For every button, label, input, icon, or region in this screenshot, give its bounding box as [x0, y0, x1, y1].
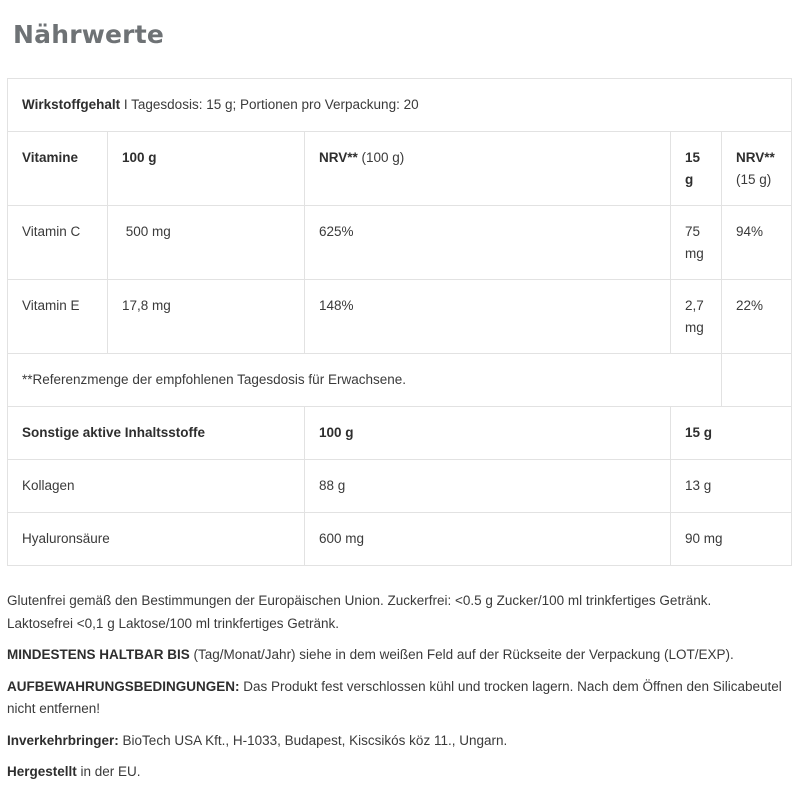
header-100g: 100 g — [108, 132, 305, 206]
ingredient-per15: 90 mg — [671, 513, 792, 566]
vitamin-per100: 500 mg — [108, 206, 305, 280]
vitamin-per15: 75 mg — [671, 206, 722, 280]
ingredient-name: Kollagen — [8, 460, 305, 513]
ingredient-name: Hyaluronsäure — [8, 513, 305, 566]
header-15g: 15 g — [671, 132, 722, 206]
header-nrv-15g: NRV** (15 g) — [722, 132, 792, 206]
header-15g: 15 g — [671, 407, 792, 460]
nutrition-table — [7, 78, 792, 566]
origin-note: Hergestellt in der EU. — [7, 764, 141, 779]
vitamin-nrv100: 148% — [305, 280, 671, 354]
vitamin-nrv100: 625% — [305, 206, 671, 280]
storage-note: AUFBEWAHRUNGSBEDINGUNGEN: Das Produkt fest verschlossen kühl und trocken lagern. Nach dem Öffnen den Silicabeutel nicht entfernen! — [7, 678, 782, 716]
table-row — [8, 513, 792, 566]
intake-cell — [8, 79, 792, 132]
ingredient-per100: 600 mg — [305, 513, 671, 566]
intake-text: I Tagesdosis: 15 g; Portionen pro Verpackung: 20 — [120, 97, 419, 112]
header-vitamine: Vitamine — [8, 132, 108, 206]
footnote: **Referenzmenge der empfohlenen Tagesdosis für Erwachsene. — [8, 354, 722, 407]
allergen-note: Glutenfrei gemäß den Bestimmungen der Europäischen Union. Zuckerfrei: <0.5 g Zucker/100 ml trinkfertiges Getränk. Laktosefrei <0,1 g Laktose/100 ml trinkfertiges Getränk. — [7, 593, 712, 631]
distributor-note: Inverkehrbringer: BioTech USA Kft., H-1033, Budapest, Kiscsikós köz 11., Ungarn. — [7, 732, 508, 748]
vitamin-name: Vitamin E — [8, 280, 108, 354]
vitamins-header-row — [8, 132, 792, 206]
ingredient-per15: 13 g — [671, 460, 792, 513]
product-notes — [7, 590, 791, 793]
table-row — [8, 280, 792, 354]
header-nrv-100g: NRV** (100 g) — [305, 132, 671, 206]
vitamin-nrv15: 94% — [722, 206, 792, 280]
vitamin-name: Vitamin C — [8, 206, 108, 280]
vitamin-nrv15: 22% — [722, 280, 792, 354]
best-before-note: MINDESTENS HALTBAR BIS (Tag/Monat/Jahr) siehe in dem weißen Feld auf der Rückseite der Verpackung (LOT/EXP). — [7, 647, 734, 662]
vitamin-per15: 2,7 mg — [671, 280, 722, 354]
vitamin-per100: 17,8 mg — [108, 280, 305, 354]
intake-row — [8, 79, 792, 132]
footnote-row — [8, 354, 792, 407]
page-title: Nährwerte — [13, 20, 165, 49]
intake-label: Wirkstoffgehalt — [22, 97, 121, 112]
ingredient-per100: 88 g — [305, 460, 671, 513]
header-100g: 100 g — [305, 407, 671, 460]
table-row — [8, 206, 792, 280]
other-header-row — [8, 407, 792, 460]
empty-cell — [722, 354, 792, 407]
header-sonstige: Sonstige aktive Inhaltsstoffe — [8, 407, 305, 460]
table-row — [8, 460, 792, 513]
